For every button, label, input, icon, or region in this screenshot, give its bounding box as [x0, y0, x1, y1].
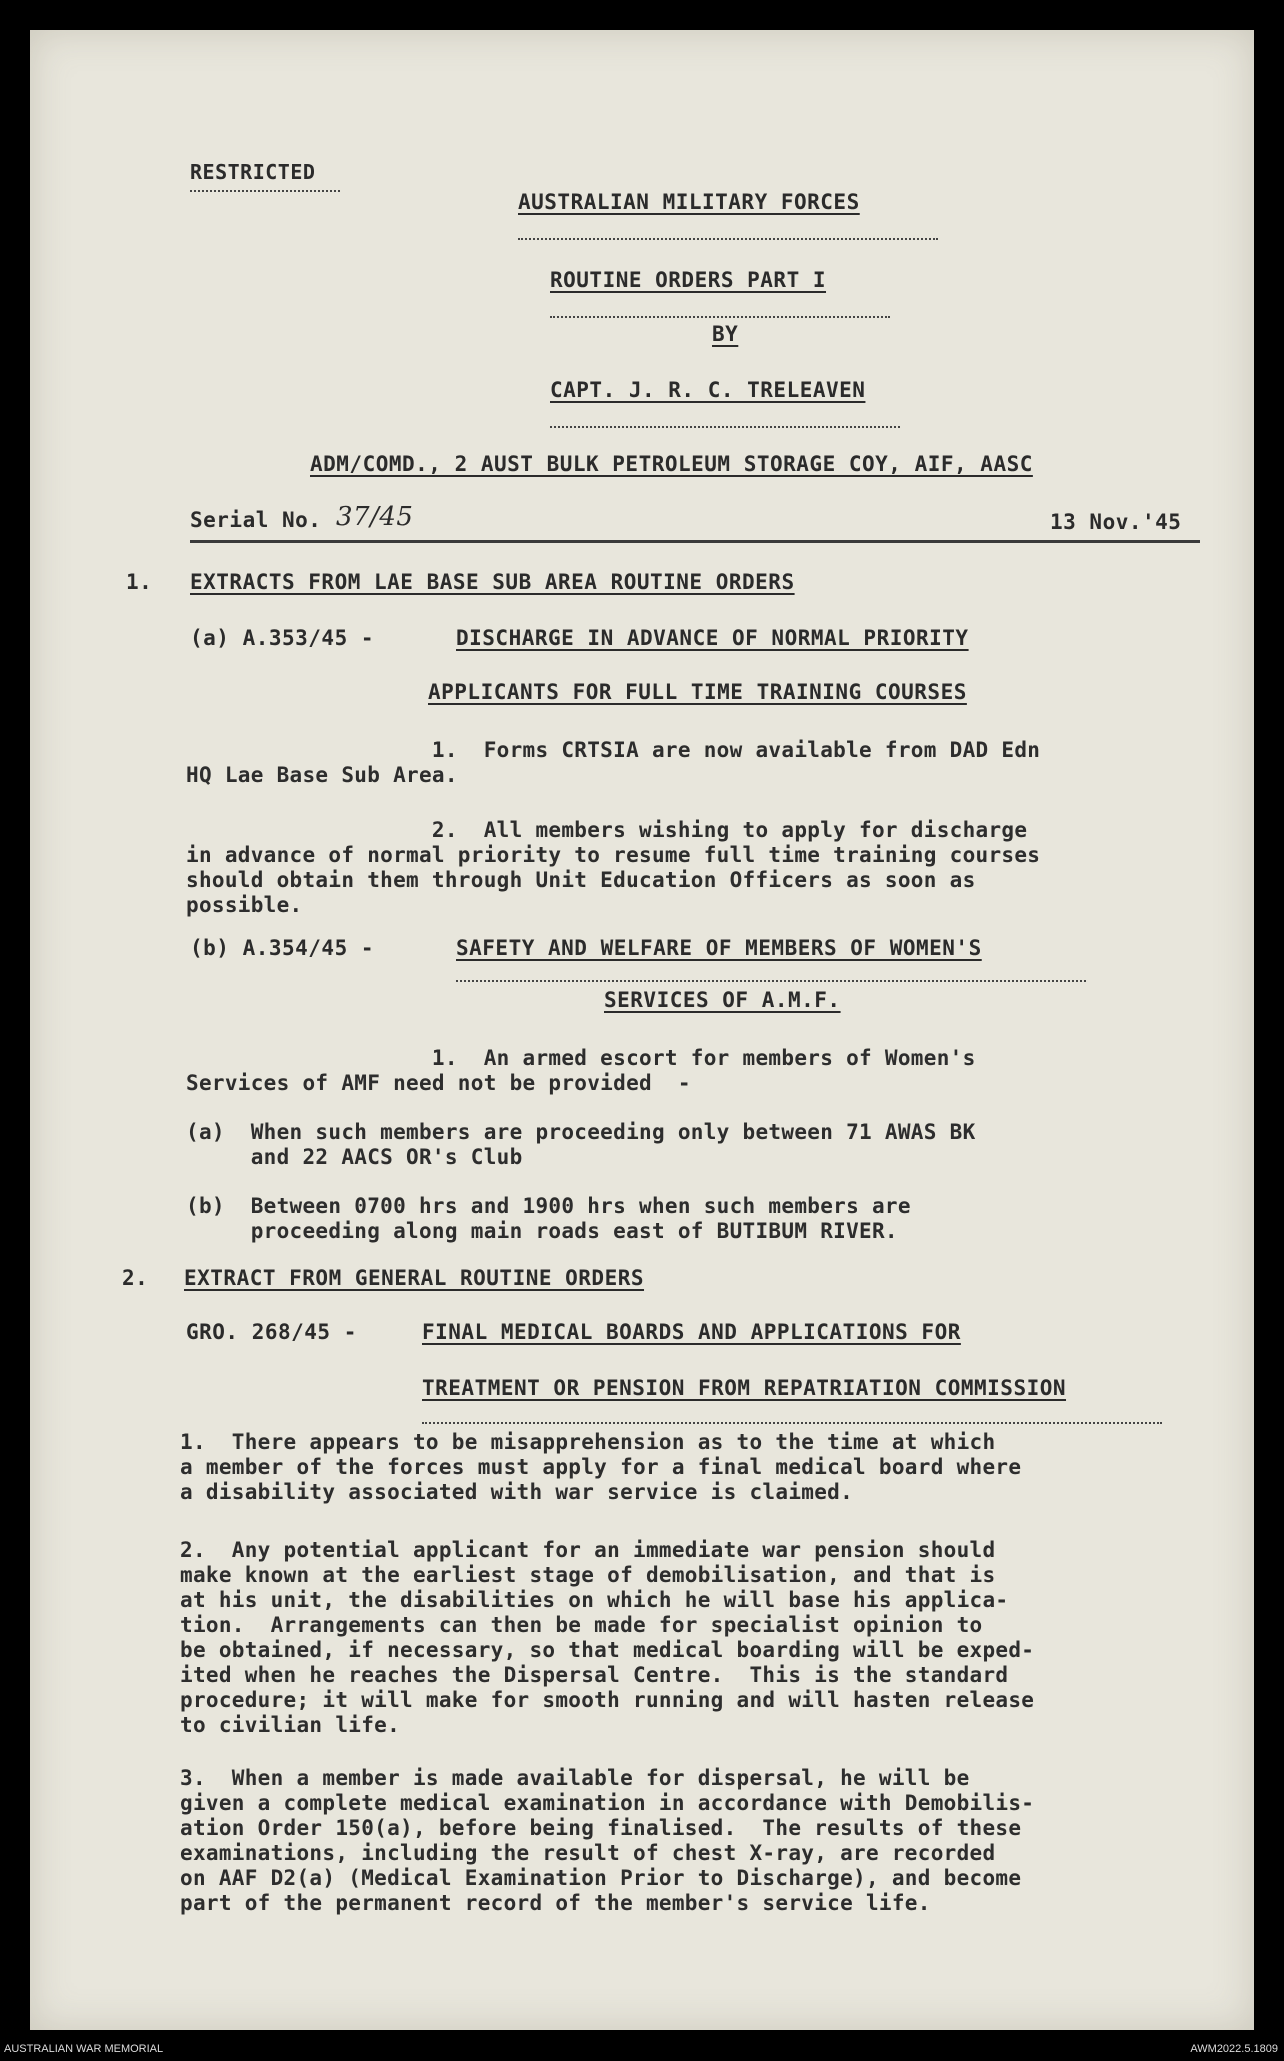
gro-para1: 1. There appears to be misapprehension as to the time at which a member of the forces must apply for a final medical board where a disability associated with war service is claimed. [180, 1430, 1022, 1504]
order-a-title1: DISCHARGE IN ADVANCE OF NORMAL PRIORITY [456, 626, 969, 650]
org-dots [518, 238, 938, 240]
officer-name: CAPT. J. R. C. TRELEAVEN [550, 378, 866, 402]
gro-para3: 3. When a member is made available for dispersal, he will be given a complete medical examination in accordance with Demobilis- ation Order 150(a), before being finalised. The results of these examinations, including the result of chest X-ray, are recorded on AAF D2(a) (Medical Examination Prior to Discharge), and become part of the permanent record of the member's service life. [180, 1766, 1035, 1915]
serial-value: 37/45 [336, 502, 414, 532]
date-label: 13 Nov.'45 [1050, 510, 1182, 534]
order-b-dots [456, 980, 1086, 982]
document-page [30, 30, 1254, 2030]
restricted-label: RESTRICTED [190, 160, 316, 184]
section2-number: 2. [122, 1266, 149, 1290]
restricted-underline [190, 190, 340, 192]
order-b-item-b: (b) Between 0700 hrs and 1900 hrs when such members are proceeding along main roads east of BUTIBUM RIVER. [186, 1194, 911, 1243]
order-b-title2: SERVICES OF A.M.F. [604, 988, 841, 1012]
section2-title: EXTRACT FROM GENERAL ROUTINE ORDERS [184, 1266, 645, 1290]
gro-para2: 2. Any potential applicant for an immediate war pension should make known at the earliest stage of demobilisation, and that is at his unit, the disabilities on which he will base his applica- tion. Arrangements can then be made for specialist opinion to be obtained, if necessary, so that medical boarding will be exped- ited when he reaches the Dispersal Centre. This is the standard procedure; it will make for smooth running and will hasten release to civilian life. [180, 1538, 1035, 1737]
gro-ref: GRO. 268/45 - [186, 1320, 357, 1344]
gro-dots [422, 1422, 1162, 1424]
section1-title: EXTRACTS FROM LAE BASE SUB AREA ROUTINE ORDERS [190, 570, 795, 594]
order-b-para1: 1. An armed escort for members of Women's Services of AMF need not be provided - [186, 1046, 976, 1095]
order-b-title1: SAFETY AND WELFARE OF MEMBERS OF WOMEN'S [456, 936, 982, 960]
orders-dots [550, 316, 890, 318]
orders-title: ROUTINE ORDERS PART I [550, 268, 827, 292]
archive-footer-right: AWM2022.5.1809 [1190, 2043, 1278, 2055]
section1-number: 1. [126, 570, 153, 594]
header-rule [190, 540, 1200, 543]
org-title: AUSTRALIAN MILITARY FORCES [518, 190, 860, 214]
gro-title1: FINAL MEDICAL BOARDS AND APPLICATIONS FOR [422, 1320, 961, 1344]
serial-label: Serial No. [190, 508, 322, 532]
order-b-ref: (b) A.354/45 - [190, 936, 375, 960]
officer-dots [550, 426, 900, 428]
unit-title: ADM/COMD., 2 AUST BULK PETROLEUM STORAGE COY, AIF, AASC [310, 452, 1033, 476]
order-a-title2: APPLICANTS FOR FULL TIME TRAINING COURSES [428, 680, 967, 704]
by-label: BY [712, 322, 739, 346]
archive-footer-left: AUSTRALIAN WAR MEMORIAL [4, 2043, 164, 2055]
gro-title2: TREATMENT OR PENSION FROM REPATRIATION COMMISSION [422, 1376, 1067, 1400]
order-b-item-a: (a) When such members are proceeding only between 71 AWAS BK and 22 AACS OR's Club [186, 1120, 976, 1169]
order-a-ref: (a) A.353/45 - [190, 626, 375, 650]
order-a-para2: 2. All members wishing to apply for discharge in advance of normal priority to resume full time training courses should obtain them through Unit Education Officers as soon as possible. [186, 818, 1041, 917]
order-a-para1: 1. Forms CRTSIA are now available from DAD Edn HQ Lae Base Sub Area. [186, 738, 1041, 787]
